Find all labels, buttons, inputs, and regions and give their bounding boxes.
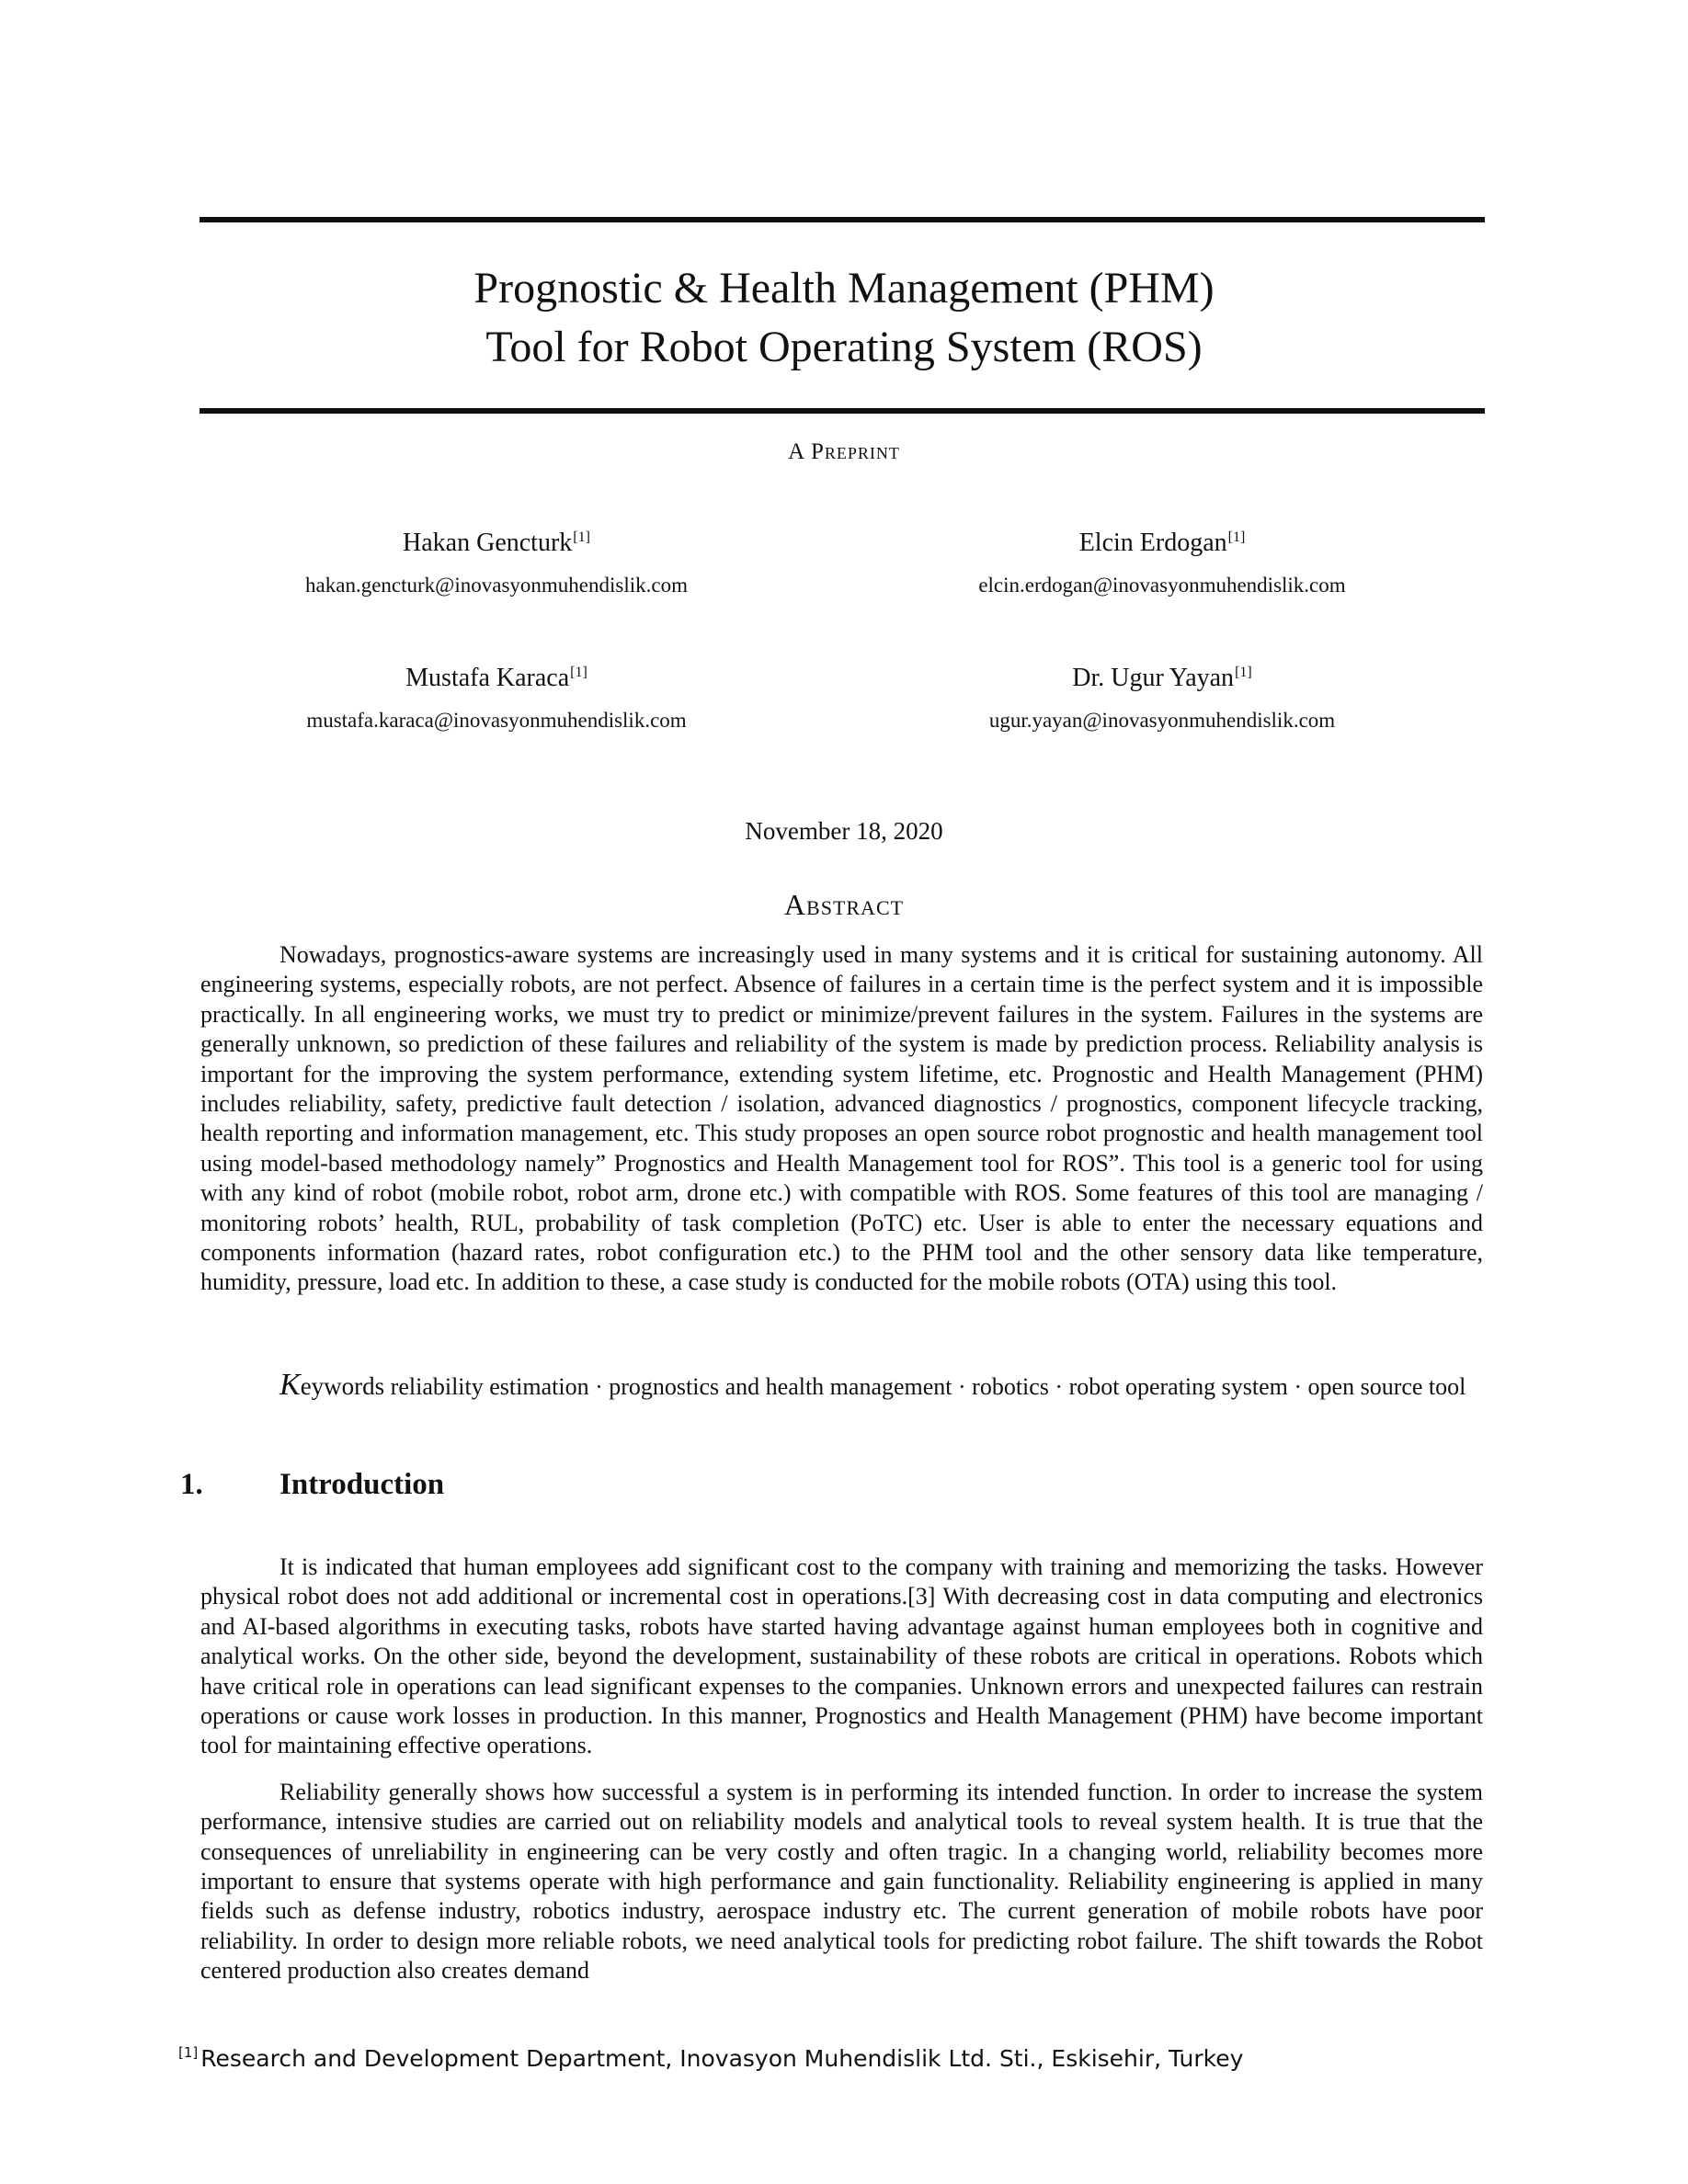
author-name: Hakan Gencturk[1] xyxy=(403,529,590,557)
keywords-label: Keywords xyxy=(279,1368,385,1402)
body-paragraph: Reliability generally shows how successful a system is in performing its intended function. In order to increase the system performance, intensive studies are carried out on reliability models and analytical tools to reveal system health. It is true that the consequences of unreliability in engineering can be very costly and often tragic. In a changing world, reliability becomes more important to ensure that systems operate with high performance and gain functionality. Reliability engineering is applied in many fields such as defense industry, robotics industry, aerospace industry etc. The current generation of mobile robots have poor reliability. In order to design more reliable robots, we need analytical tools for predicting robot failure. The shift towards the Robot centered production also creates demand xyxy=(200,1778,1483,1985)
author-block xyxy=(840,522,1484,599)
author-email[interactable]: hakan.gencturk@inovasyonmuhendislik.com xyxy=(305,574,688,597)
author-email[interactable]: mustafa.karaca@inovasyonmuhendislik.com xyxy=(306,709,687,732)
author-block xyxy=(175,522,818,599)
abstract-paragraph: Nowadays, prognostics-aware systems are increasingly used in many systems and it is critical for sustaining autonomy. All engineering systems, especially robots, are not perfect. Absence of failures in a certain time is the perfect system and it is impossible practically. In all engineering works, we must try to predict or minimize/prevent failures in the system. Failures in the systems are generally unknown, so prediction of these failures and reliability of the system is made by prediction process. Reliability analysis is important for the improving the system performance, extending system lifetime, etc. Prognostic and Health Management (PHM) includes reliability, safety, predictive fault detection / isolation, advanced diagnostics / prognostics, component lifecycle tracking, health reporting and information management, etc. This study proposes an open source robot prognostic and health management tool using model-based methodology namely” Prognostics and Health Management tool for ROS”. This tool is a generic tool for using with any kind of robot (mobile robot, robot arm, drone etc.) with compatible with ROS. Some features of this tool are managing / monitoring robots’ health, RUL, probability of task completion (PoTC) etc. User is able to enter the necessary equations and components information (hazard rates, robot configuration etc.) to the PHM tool and the other sensory data like temperature, humidity, pressure, load etc. In addition to these, a case study is conducted for the mobile robots (OTA) using this tool. xyxy=(200,941,1483,1296)
section-title: Introduction xyxy=(279,1468,445,1501)
body-paragraph: It is indicated that human employees add significant cost to the company with training and memorizing the tasks. However physical robot does not add additional or incremental cost in operations.[3] With decreasing cost in data computing and electronics and AI-based algorithms in executing tasks, robots have started having advantage against human employees both in cognitive and analytical works. On the other side, beyond the development, sustainability of these robots are critical in operations. Robots which have critical role in operations can lead significant expenses to the companies. Unknown errors and unexpected failures can restrain operations or cause work losses in production. In this manner, Prognostics and Health Management (PHM) have become important tool for maintaining effective operations. xyxy=(200,1553,1483,1759)
publication-date: November 18, 2020 xyxy=(745,817,943,845)
keywords-text: reliability estimation · prognostics and health management · robotics · robot operating system · open source tool xyxy=(390,1373,1466,1400)
keywords-block xyxy=(200,1368,1483,1402)
section-heading xyxy=(180,1468,444,1502)
title-line-1: Prognostic & Health Management (PHM) xyxy=(473,264,1215,313)
title-line-2: Tool for Robot Operating System (ROS) xyxy=(485,323,1203,371)
affiliation-footnote xyxy=(178,2044,1243,2072)
affiliation-mark: [1] xyxy=(1235,665,1252,680)
author-name: Dr. Ugur Yayan[1] xyxy=(1072,664,1252,692)
author-name: Elcin Erdogan[1] xyxy=(1078,529,1246,557)
section-number: 1. xyxy=(180,1468,203,1501)
author-block xyxy=(840,657,1484,734)
paper-title xyxy=(0,259,1688,377)
footnote-mark: [1] xyxy=(178,2044,199,2061)
author-name: Mustafa Karaca[1] xyxy=(405,664,587,692)
affiliation-mark: [1] xyxy=(570,665,587,680)
title-bottom-rule xyxy=(200,408,1485,414)
affiliation-mark: [1] xyxy=(1227,529,1246,545)
abstract-heading: Abstract xyxy=(783,888,905,921)
abstract-body xyxy=(200,940,1483,1298)
author-block xyxy=(175,657,818,734)
footnote-text: Research and Development Department, Inovasyon Muhendislik Ltd. Sti., Eskisehir, Turkey xyxy=(200,2045,1244,2072)
preprint-label: A Preprint xyxy=(788,439,900,464)
title-top-rule xyxy=(200,217,1485,222)
introduction-body xyxy=(200,1553,1483,1986)
author-email[interactable]: elcin.erdogan@inovasyonmuhendislik.com xyxy=(978,574,1346,597)
author-email[interactable]: ugur.yayan@inovasyonmuhendislik.com xyxy=(988,709,1336,732)
affiliation-mark: [1] xyxy=(573,529,590,545)
